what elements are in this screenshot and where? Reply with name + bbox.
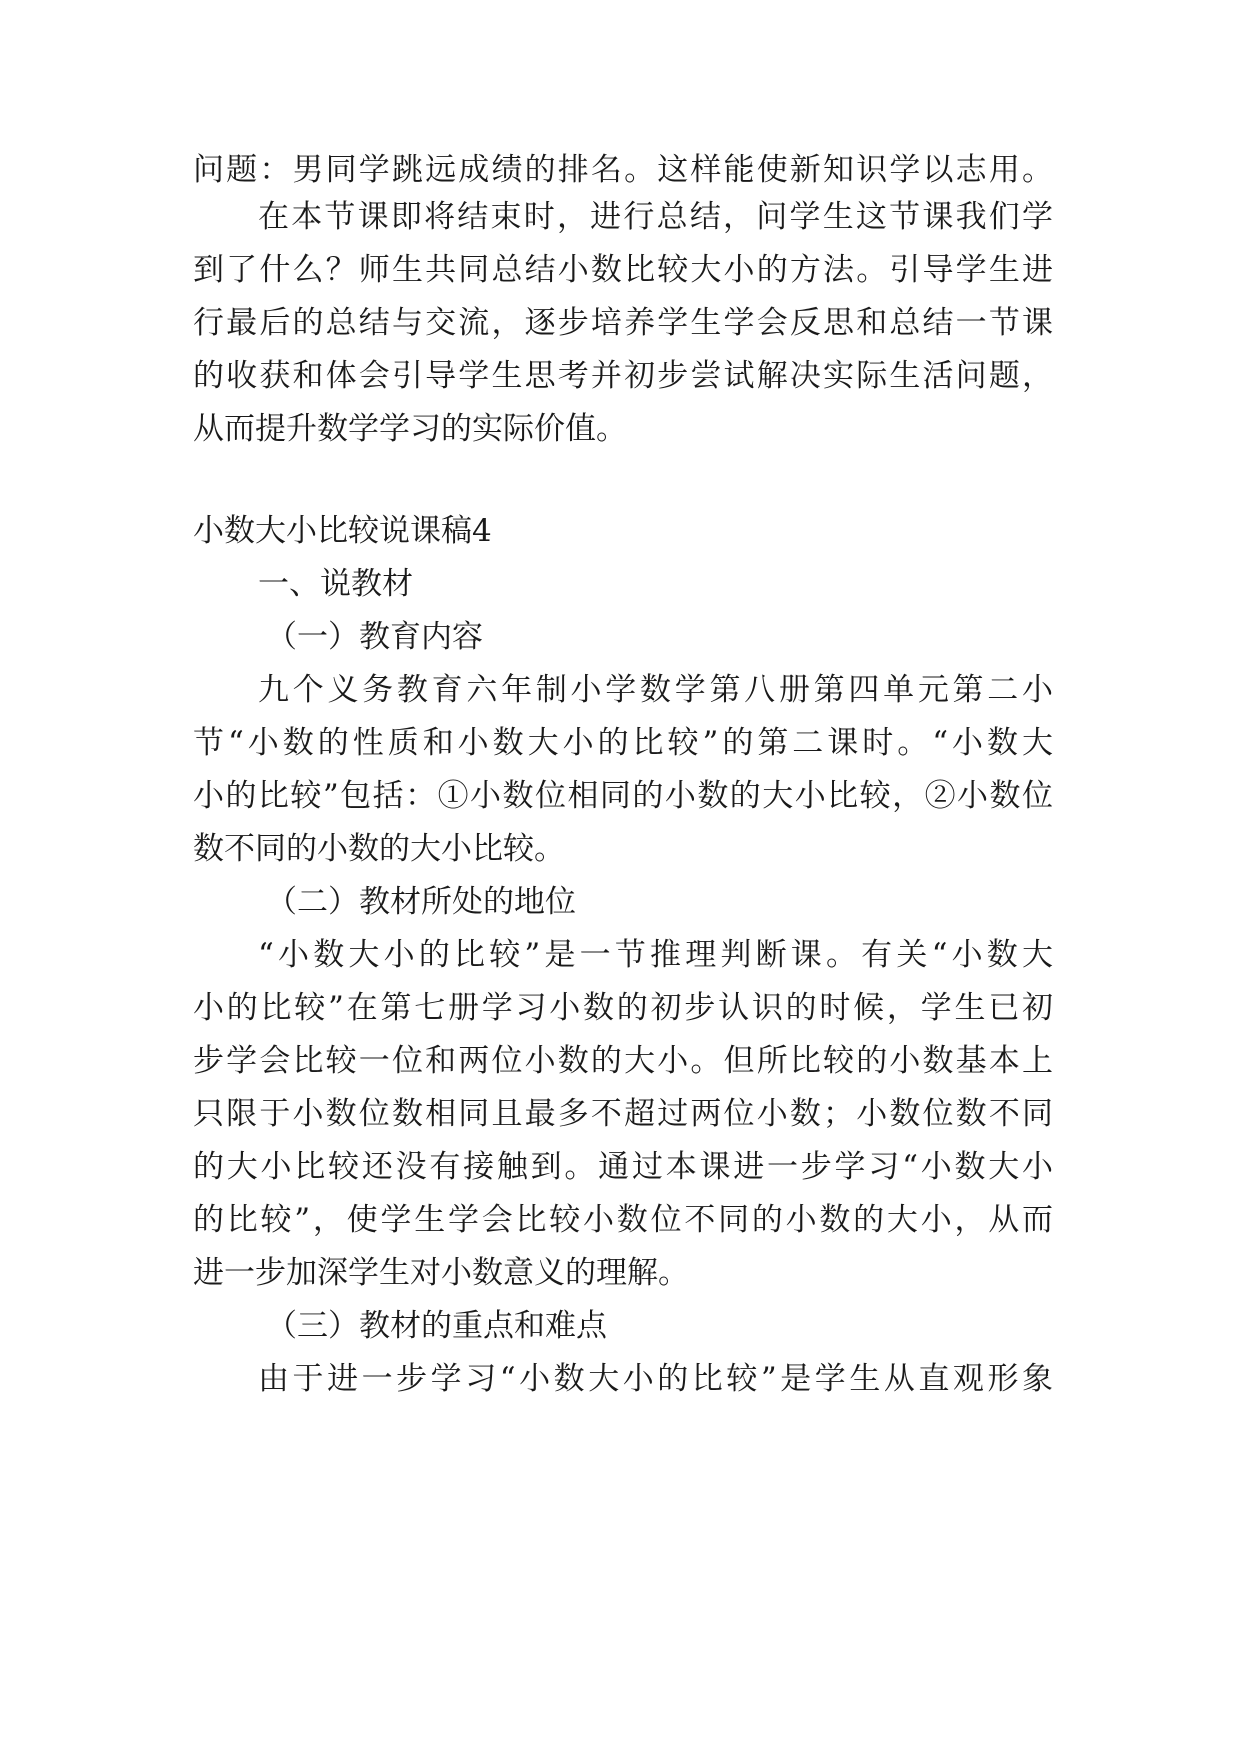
text-line: 的收获和体会引导学生思考并初步尝试解决实际生活问题， <box>193 358 1053 394</box>
text-line: 小的比较”包括：①小数位相同的小数的大小比较，②小数位 <box>193 778 1053 814</box>
text-line: 数不同的小数的大小比较。 <box>193 831 565 867</box>
document-title: 小数大小比较说课稿4 <box>193 513 492 549</box>
text-line: 小的比较”在第七册学习小数的初步认识的时候，学生已初 <box>193 990 1053 1026</box>
paragraph-first-line: “小数大小的比较”是一节推理判断课。有关“小数大 <box>258 937 1053 973</box>
subsection-heading: （一）教育内容 <box>266 619 483 655</box>
text-line: 的比较”，使学生学会比较小数位不同的小数的大小，从而 <box>193 1202 1053 1238</box>
text-line: 从而提升数学学习的实际价值。 <box>193 411 627 447</box>
text-line: 只限于小数位数相同且最多不超过两位小数；小数位数不同 <box>193 1096 1053 1132</box>
text-line: 步学会比较一位和两位小数的大小。但所比较的小数基本上 <box>193 1043 1053 1079</box>
text-line: 问题：男同学跳远成绩的排名。这样能使新知识学以志用。 <box>193 152 1053 188</box>
text-line: 行最后的总结与交流，逐步培养学生学会反思和总结一节课 <box>193 305 1053 341</box>
text-line: 节“小数的性质和小数大小的比较”的第二课时。“小数大 <box>193 725 1053 761</box>
paragraph-first-line: 九个义务教育六年制小学数学第八册第四单元第二小 <box>258 672 1053 708</box>
paragraph-first-line: 在本节课即将结束时，进行总结，问学生这节课我们学 <box>258 199 1053 235</box>
subsection-heading: （二）教材所处的地位 <box>266 884 576 920</box>
subsection-heading: （三）教材的重点和难点 <box>266 1308 607 1344</box>
text-line: 的大小比较还没有接触到。通过本课进一步学习“小数大小 <box>193 1149 1053 1185</box>
section-heading: 一、说教材 <box>258 566 413 602</box>
text-line: 到了什么？师生共同总结小数比较大小的方法。引导学生进 <box>193 252 1053 288</box>
text-line: 进一步加深学生对小数意义的理解。 <box>193 1255 689 1291</box>
paragraph-first-line: 由于进一步学习“小数大小的比较”是学生从直观形象 <box>258 1361 1053 1397</box>
